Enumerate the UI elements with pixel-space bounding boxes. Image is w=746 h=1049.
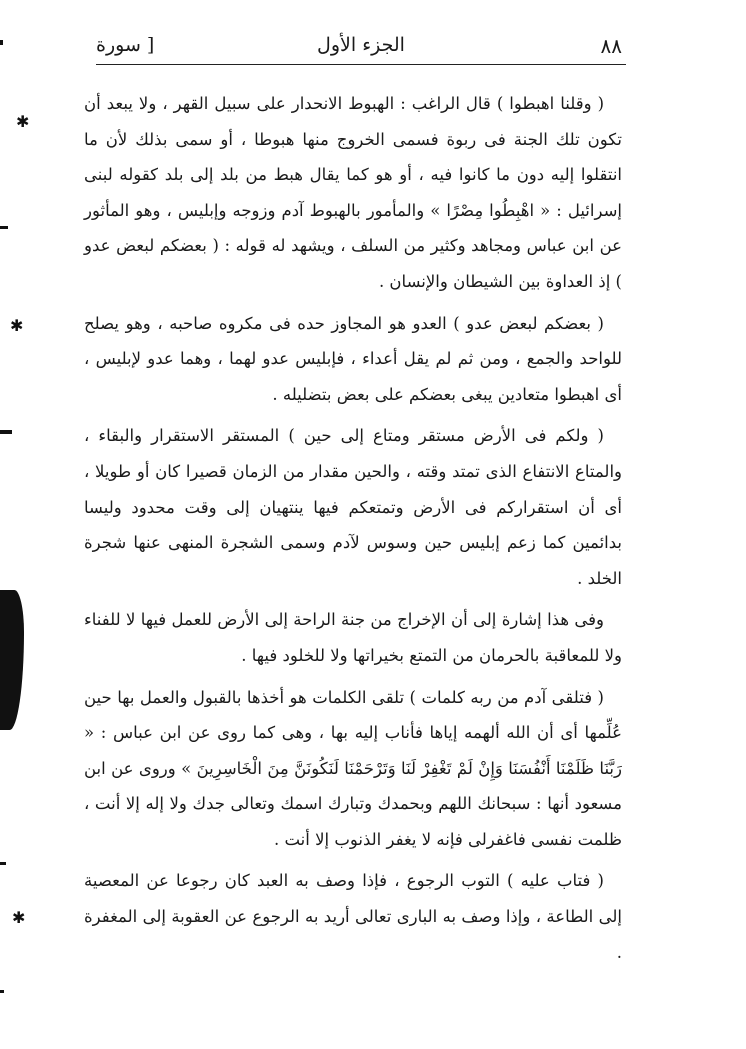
scan-artifact [0,226,8,229]
paragraph: ( فتاب عليه ) التوب الرجوع ، فإذا وصف به العبد كان رجوعا عن المعصية إلى الطاعة ، وإذا وصف به البارى تعالى أريد به الرجوع عن العقوبة إلى المغفرة . [84,871,622,962]
scan-artifact: ✱ [16,112,30,131]
paragraph: ( وقلنا اهبطوا ) قال الراغب : الهبوط الانحدار على سبيل القهر ، ولا يبعد أن تكون تلك الجنة فى ربوة فسمى الخروج منها هبوطا ، أو سمى بذلك لأن ما انتقلوا إليه دون ما كانوا فيه ، أو هو كما يقال هبط من بلد إلى بلد كقوله لبنى إسرائيل : « اهْبِطُوا مِصْرًا » والمأمور بالهبوط آدم وزوجه وإبليس ، وهو المأثور عن ابن عباس ومجاهد وكثير من السلف ، ويشهد له قوله : ( بعضكم لبعض عدو ) إذ العداوة بين الشيطان والإنسان . [84,94,622,291]
scan-artifact [0,990,4,993]
paragraph: ( ولكم فى الأرض مستقر ومتاع إلى حين ) المستقر الاستقرار والبقاء ، والمتاع الانتفاع الذى تمتد وقته ، والحين مقدار من الزمان قصيرا كان أو طويلا ، أى أن استقراركم فى الأرض وتمتعكم فيها ينتهيان إلى وقت محدود وليسا بدائمين كما زعم إبليس حين وسوس لآدم وسمى الشجرة المنهى عنها شجرة الخلد . [84,426,622,588]
paragraph: ( بعضكم لبعض عدو ) العدو هو المجاوز حده فى مكروه صاحبه ، وهو يصلح للواحد والجمع ، ومن ثم لم يقل أعداء ، فإبليس عدو لهما ، وهما عدو لإبليس ، أى اهبطوا متعادين يبغى بعضكم على بعض بتضليله . [84,313,622,404]
scan-artifact: ✱ [12,908,26,927]
page-header [96,30,626,65]
paragraph: وفى هذا إشارة إلى أن الإخراج من جنة الراحة إلى الأرض للعمل فيها لا للفناء ولا للمعاقبة بالحرمان من التمتع بخيراتها ولا للخلود فيها . [84,610,622,665]
surah-label: [ سورة [96,34,155,56]
scan-artifact [0,430,12,434]
scan-artifact [0,590,24,730]
part-title: الجزء الأول [317,34,405,56]
scan-artifact [0,862,6,865]
scan-artifact: ✱ [10,316,24,335]
page-body [84,86,622,976]
page-number: ٨٨ [600,34,622,58]
scan-artifact [0,40,3,45]
paragraph: ( فتلقى آدم من ربه كلمات ) تلقى الكلمات هو أخذها بالقبول والعمل بها حين عُلِّمها أى أن الله ألهمه إياها فأناب إليه بها ، وهى كما روى عن ابن عباس : « رَبَّنَا ظَلَمْنَا أَنْفُسَنَا وَإِنْ لَمْ تَغْفِرْ لَنَا وَتَرْحَمْنَا لَنَكُونَنَّ مِنَ الْخَاسِرِينَ » وروى عن ابن مسعود أنها : سبحانك اللهم وبحمدك وتبارك اسمك وتعالى جدك ولا إله إلا أنت ، ظلمت نفسى فاغفرلى فإنه لا يغفر الذنوب إلا أنت . [84,687,622,849]
